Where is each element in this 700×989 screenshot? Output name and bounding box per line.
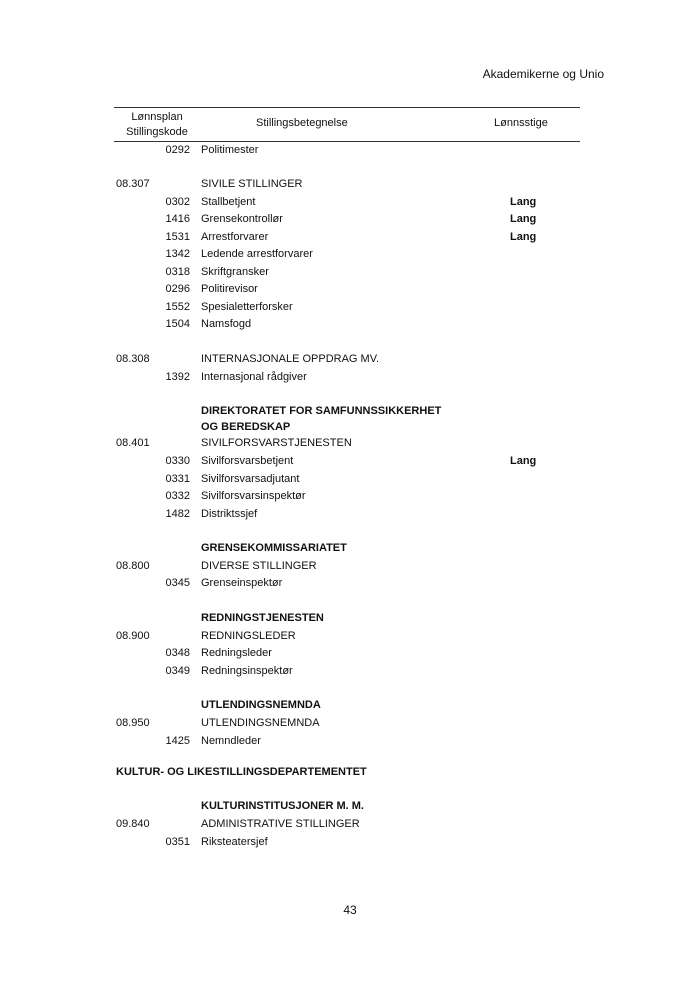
title-cell: Redningsinspektør xyxy=(201,665,293,677)
department-heading: KULTUR- OG LIKESTILLINGSDEPARTEMENTET xyxy=(116,766,367,778)
table-row xyxy=(0,630,700,648)
title-cell: Sivilforsvarsinspektør xyxy=(201,490,306,502)
table-row xyxy=(0,371,700,389)
table-row xyxy=(0,473,700,491)
table-row xyxy=(0,437,700,455)
kode-cell: 0345 xyxy=(165,577,190,589)
title-cell: REDNINGSLEDER xyxy=(201,630,296,642)
plan-cell: 08.307 xyxy=(116,178,150,190)
title-cell: INTERNASJONALE OPPDRAG MV. xyxy=(201,353,380,365)
title-cell: KULTURINSTITUSJONER M. M. xyxy=(201,800,364,812)
stige-cell: Lang xyxy=(510,213,537,225)
kode-cell: 1416 xyxy=(165,213,190,225)
table-row xyxy=(0,455,700,473)
stige-cell: Lang xyxy=(510,231,537,243)
plan-cell: 08.308 xyxy=(116,353,150,365)
title-cell: Redningsleder xyxy=(201,647,272,659)
title-cell: Riksteatersjef xyxy=(201,836,268,848)
table-header-rule xyxy=(114,141,580,142)
stige-cell: Lang xyxy=(510,455,537,467)
kode-cell: 0296 xyxy=(165,283,190,295)
table-row xyxy=(0,213,700,231)
kode-cell: 0318 xyxy=(165,266,190,278)
table-row xyxy=(0,665,700,683)
title-cell: Internasjonal rådgiver xyxy=(201,371,307,383)
plan-cell: 08.800 xyxy=(116,560,150,572)
plan-cell: 08.900 xyxy=(116,630,150,642)
table-row xyxy=(0,301,700,319)
plan-cell: 08.950 xyxy=(116,717,150,729)
table-row xyxy=(0,266,700,284)
kode-cell: 0351 xyxy=(165,836,190,848)
title-cell: DIREKTORATET FOR SAMFUNNSSIKKERHET xyxy=(201,405,442,417)
plan-cell: 09.840 xyxy=(116,818,150,830)
table-row xyxy=(0,560,700,578)
title-cell: Grensekontrollør xyxy=(201,213,283,225)
column-header-plan xyxy=(112,110,202,140)
kode-cell: 1342 xyxy=(165,248,190,260)
table-top-rule xyxy=(114,107,580,108)
column-header-title: Stillingsbetegnelse xyxy=(256,117,348,129)
table-row xyxy=(0,612,700,630)
title-cell: OG BEREDSKAP xyxy=(201,421,291,433)
kode-cell: 0332 xyxy=(165,490,190,502)
title-cell: ADMINISTRATIVE STILLINGER xyxy=(201,818,360,830)
kode-cell: 0349 xyxy=(165,665,190,677)
kode-cell: 1504 xyxy=(165,318,190,330)
plan-cell: 08.401 xyxy=(116,437,150,449)
column-header-stige: Lønnsstige xyxy=(494,117,548,129)
table-row xyxy=(0,318,700,336)
title-cell: REDNINGSTJENESTEN xyxy=(201,612,324,624)
kode-cell: 1425 xyxy=(165,735,190,747)
organization-name: Akademikerne og Unio xyxy=(482,67,604,81)
title-cell: UTLENDINGSNEMNDA xyxy=(201,699,321,711)
table-row xyxy=(0,717,700,735)
title-cell: GRENSEKOMMISSARIATET xyxy=(201,542,347,554)
kode-cell: 1531 xyxy=(165,231,190,243)
table-row xyxy=(0,577,700,595)
title-cell: Skriftgransker xyxy=(201,266,269,278)
table-row xyxy=(0,196,700,214)
title-cell: Politirevisor xyxy=(201,283,258,295)
title-cell: Sivilforsvarsadjutant xyxy=(201,473,300,485)
title-cell: Arrestforvarer xyxy=(201,231,269,243)
title-cell: Grenseinspektør xyxy=(201,577,283,589)
kode-cell: 0348 xyxy=(165,647,190,659)
column-header-plan-line2: Stillingskode xyxy=(126,126,188,138)
kode-cell: 1392 xyxy=(165,371,190,383)
table-row xyxy=(0,283,700,301)
table-row xyxy=(0,178,700,196)
table-row xyxy=(0,836,700,854)
table-row xyxy=(0,353,700,371)
kode-cell: 0292 xyxy=(165,144,190,156)
title-cell: Namsfogd xyxy=(201,318,252,330)
kode-cell: 0302 xyxy=(165,196,190,208)
title-cell: Stallbetjent xyxy=(201,196,256,208)
kode-cell: 0331 xyxy=(165,473,190,485)
kode-cell: 1482 xyxy=(165,508,190,520)
table-row xyxy=(0,248,700,266)
title-cell: SIVILFORSVARSTJENESTEN xyxy=(201,437,352,449)
page-number: 43 xyxy=(343,903,357,917)
title-cell: Spesialetterforsker xyxy=(201,301,293,313)
table-row xyxy=(0,699,700,717)
title-cell: Politimester xyxy=(201,144,259,156)
kode-cell: 1552 xyxy=(165,301,190,313)
title-cell: Distriktssjef xyxy=(201,508,258,520)
table-row xyxy=(0,508,700,526)
table-row xyxy=(0,144,700,162)
table-row xyxy=(0,647,700,665)
title-cell: SIVILE STILLINGER xyxy=(201,178,303,190)
column-header-plan-line1: Lønnsplan xyxy=(131,111,183,123)
table-row xyxy=(0,231,700,249)
stige-cell: Lang xyxy=(510,196,537,208)
title-cell: Sivilforsvarsbetjent xyxy=(201,455,294,467)
table-row xyxy=(0,800,700,818)
title-cell: Ledende arrestforvarer xyxy=(201,248,313,260)
table-row xyxy=(0,735,700,753)
title-cell: UTLENDINGSNEMNDA xyxy=(201,717,320,729)
table-row xyxy=(0,818,700,836)
table-row xyxy=(0,542,700,560)
title-cell: Nemndleder xyxy=(201,735,261,747)
title-cell: DIVERSE STILLINGER xyxy=(201,560,317,572)
kode-cell: 0330 xyxy=(165,455,190,467)
table-row xyxy=(0,490,700,508)
